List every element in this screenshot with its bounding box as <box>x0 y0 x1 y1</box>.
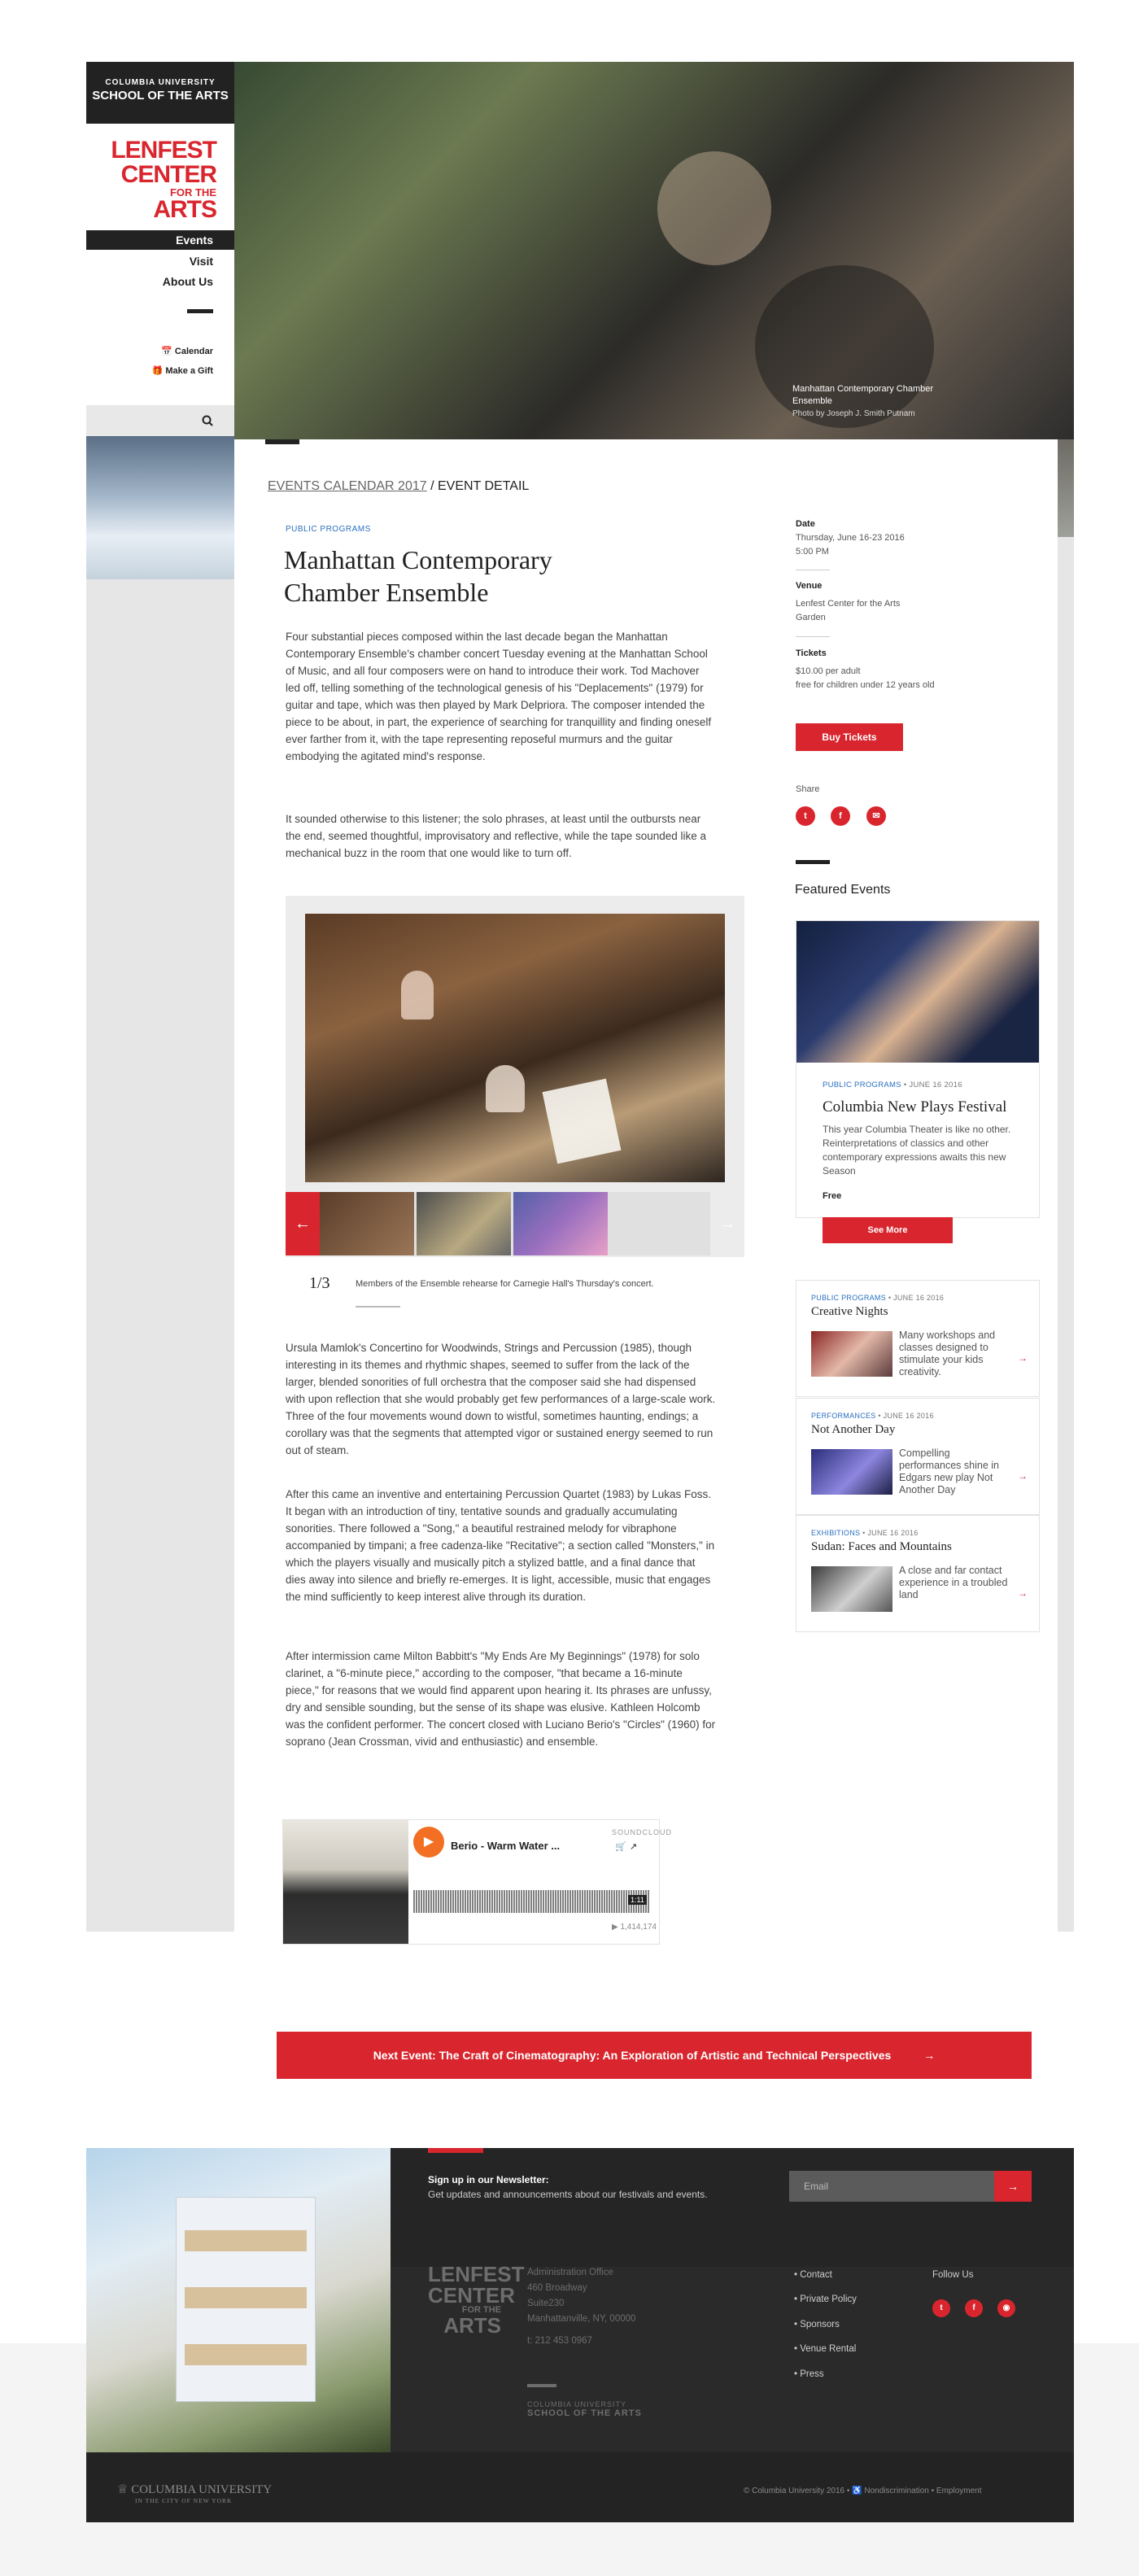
category-text[interactable]: PUBLIC PROGRAMS <box>823 1081 901 1089</box>
site-footer <box>86 2148 1074 2522</box>
calendar-link[interactable] <box>161 346 213 356</box>
calendar-icon: 📅 <box>161 347 175 356</box>
venue-line2: Garden <box>796 613 826 622</box>
arrow-right-icon[interactable]: → <box>1018 1352 1028 1364</box>
play-count: ▶ 1,414,174 <box>612 1923 657 1932</box>
list-item-date: • JUNE 16 2016 <box>860 1529 919 1537</box>
email-input[interactable] <box>789 2171 994 2202</box>
play-icon: ▶ <box>423 1835 434 1849</box>
logo-line4: ARTS <box>153 196 216 223</box>
featured-accent-bar <box>796 860 830 864</box>
twitter-icon[interactable]: t <box>796 806 815 826</box>
article-paragraph: After intermission came Milton Babbitt's "My Ends Are My Beginnings" (1978) for solo clarinet, a "6-minute piece," according to the composer, "that became a 16-minute piece," for reasons that we would find apparent upon hearing it. Its phrases are unfussy, dry and sensible sounding, but the sense of its shape was elusive. Kathleen Holcomb was the confident performer. The concert closed with Luciano Berio's "Circles" (1960) for soprano (Jean Crossman, vivid and enthusiastic) and ensemble. <box>286 1650 716 1748</box>
venue-label: Venue <box>796 581 823 591</box>
newsletter-subtitle: Get updates and announcements about our festivals and events. <box>428 2189 708 2200</box>
breadcrumb-link[interactable]: EVENTS CALENDAR 2017 <box>268 479 427 493</box>
footer-link-label: Press <box>800 2369 824 2379</box>
tickets-label: Tickets <box>796 648 827 658</box>
lenfest-logo[interactable] <box>111 138 216 222</box>
track-duration: 1:11 <box>628 1895 647 1905</box>
photo-detail <box>543 1079 622 1164</box>
featured-list-item[interactable] <box>796 1280 1040 1397</box>
calendar-label: Calendar <box>174 347 213 356</box>
school-line2: SCHOOL OF THE ARTS <box>92 89 229 103</box>
facebook-icon[interactable]: f <box>965 2299 983 2317</box>
hero-caption <box>792 383 939 420</box>
details-divider <box>796 636 830 637</box>
hero-image-detail <box>657 151 771 265</box>
caption-divider <box>356 1306 400 1308</box>
nav-item-events[interactable] <box>86 230 234 250</box>
soundcloud-player <box>282 1819 673 1945</box>
waveform-mask <box>413 1872 649 1890</box>
arrow-right-icon[interactable]: → <box>1018 1587 1028 1599</box>
footer-link-press[interactable]: • Press <box>794 2369 824 2379</box>
gallery-thumbnail[interactable] <box>513 1192 608 1255</box>
photo-gallery <box>286 896 744 1257</box>
category-text[interactable]: PERFORMANCES <box>811 1412 876 1420</box>
category-text[interactable]: PUBLIC PROGRAMS <box>811 1294 887 1302</box>
address-line: 460 Broadway <box>527 2283 587 2293</box>
email-placeholder: Email <box>804 2181 829 2192</box>
article-paragraph: After this came an inventive and entertaining Percussion Quartet (1983) by Lukas Foss. It began with an introduction of tiny, tentative sounds and gradually accumulating sonorities. There followed a "Song," a beautiful restrained melody for vibraphone accompanied by timpani; a free cadenza-like "Recitative"; a section called "Monsters," in which the players visually and musically pitch a stylized battle, and a final dance that dies away into silence and briefly re-emerges. It is light, accessible, music that engages the mind sufficiently to keep interest alive through its duration. <box>286 1488 715 1603</box>
side-navigation <box>86 62 234 1932</box>
footer-link-contact[interactable]: • Contact <box>794 2270 832 2280</box>
featured-list-item[interactable] <box>796 1398 1040 1515</box>
breadcrumb-separator: / <box>426 479 438 493</box>
building-image <box>86 2148 391 2452</box>
logo-line4: ARTS <box>443 2313 501 2338</box>
arrow-right-icon[interactable]: → <box>1018 1470 1028 1482</box>
card-accent-bar <box>265 439 299 444</box>
footer-address <box>527 2265 635 2349</box>
right-gutter <box>1058 439 1074 1932</box>
crown-icon: ♕ <box>117 2483 129 2496</box>
venue-line1: Lenfest Center for the Arts <box>796 599 901 609</box>
share-label: Share <box>796 784 820 794</box>
featured-event-image <box>796 921 1039 1063</box>
venue-value <box>796 597 900 625</box>
footer-link-label: Sponsors <box>800 2320 840 2329</box>
newsletter-bar <box>391 2148 1074 2267</box>
address-line: Manhattanville, NY, 00000 <box>527 2314 636 2324</box>
footer-accent-tab <box>428 2148 483 2153</box>
featured-event-card[interactable] <box>796 920 1040 1235</box>
gallery-counter: 1/3 <box>309 1274 330 1292</box>
footer-school-logo[interactable] <box>527 2400 642 2418</box>
next-event-button[interactable] <box>277 2032 1032 2079</box>
gallery-photo <box>305 914 725 1182</box>
footer-bottom-bar <box>86 2452 1074 2522</box>
next-event-label: Next Event: The Craft of Cinematography: An Exploration of Artistic and Technical Perspectives <box>373 2049 892 2062</box>
arrow-left-icon: ← <box>295 1215 311 1233</box>
list-item-category <box>811 1412 934 1420</box>
logo-line1: LENFEST <box>111 137 216 164</box>
building-facade <box>176 2197 316 2402</box>
hero-image-extension <box>86 436 234 579</box>
tickets-value <box>796 665 935 692</box>
school-line2: SCHOOL OF THE ARTS <box>527 2408 642 2418</box>
photo-detail <box>401 971 434 1019</box>
cart-icon[interactable]: 🛒 <box>615 1842 626 1852</box>
logo-line1: LENFEST <box>428 2262 525 2286</box>
featured-heading: Featured Events <box>795 883 891 897</box>
breadcrumb <box>268 479 529 494</box>
tickets-line1: $10.00 per adult <box>796 666 861 676</box>
breadcrumb-current: EVENT DETAIL <box>437 479 530 493</box>
list-item-description: Many workshops and classes designed to stimulate your kids creativity. <box>899 1329 996 1378</box>
featured-event-description: This year Columbia Theater is like no other. Reinterpretations of classics and other contemporary expressions awaits this new Season <box>823 1124 1011 1177</box>
hero-image-edge <box>1058 439 1074 537</box>
gallery-thumbnail[interactable] <box>320 1192 414 1255</box>
facebook-icon[interactable]: f <box>831 806 850 826</box>
list-item-date: • JUNE 16 2016 <box>886 1294 945 1302</box>
columbia-university-logo[interactable] <box>117 2482 272 2504</box>
event-category[interactable]: PUBLIC PROGRAMS <box>286 525 371 534</box>
list-item-category <box>811 1294 944 1302</box>
nav-divider <box>187 309 213 313</box>
date-label: Date <box>796 519 815 529</box>
gallery-next-button[interactable] <box>710 1192 744 1255</box>
gift-icon: 🎁 <box>151 366 166 376</box>
list-item-description: A close and far contact experience in a troubled land <box>899 1565 1008 1600</box>
arrow-right-icon: → <box>923 2049 936 2062</box>
footer-divider <box>527 2384 556 2387</box>
university-subtitle: IN THE CITY OF NEW YORK <box>135 2497 233 2504</box>
list-item-title[interactable]: Not Another Day <box>811 1423 896 1436</box>
footer-link-sponsors[interactable]: • Sponsors <box>794 2320 840 2329</box>
email-icon[interactable]: ✉ <box>866 806 886 826</box>
logo-line3: FOR THE <box>169 186 216 199</box>
footer-link-label: Private Policy <box>800 2294 857 2304</box>
logo-line2: CENTER <box>120 161 216 188</box>
logo-line2: CENTER <box>428 2283 515 2307</box>
list-item-image <box>811 1449 892 1495</box>
university-name: COLUMBIA UNIVERSITY <box>131 2483 273 2496</box>
photo-detail <box>486 1065 525 1112</box>
facade-band <box>185 2287 307 2308</box>
hero-caption-line2: Ensemble <box>792 396 832 406</box>
instagram-icon[interactable]: ◉ <box>997 2299 1015 2317</box>
list-item-category <box>811 1529 919 1537</box>
list-item-image <box>811 1566 892 1612</box>
list-item-title[interactable]: Creative Nights <box>811 1305 888 1318</box>
featured-event-title[interactable]: Columbia New Plays Festival <box>823 1098 1007 1116</box>
list-item-title[interactable]: Sudan: Faces and Mountains <box>811 1540 952 1553</box>
footer-phone[interactable]: t: 212 453 0967 <box>527 2336 592 2346</box>
list-item-image <box>811 1331 892 1377</box>
date-line1: Thursday, June 16-23 2016 <box>796 533 905 543</box>
featured-event-category <box>823 1081 962 1089</box>
newsletter-submit-button[interactable] <box>994 2171 1032 2202</box>
footer-link-label: Venue Rental <box>800 2344 857 2354</box>
list-item-description: Compelling performances shine in Edgars new play Not Another Day <box>899 1447 999 1495</box>
nav-item-label: Events <box>176 234 213 247</box>
hero-caption-line1: Manhattan Contemporary Chamber <box>792 384 934 394</box>
gallery-caption: Members of the Ensemble rehearse for Carnegie Hall's Thursday's concert. <box>356 1279 654 1289</box>
event-title: Manhattan Contemporary Chamber Ensemble <box>284 545 552 607</box>
hero-image <box>234 62 1074 439</box>
gift-label: Make a Gift <box>165 366 213 376</box>
play-button[interactable] <box>413 1827 444 1858</box>
footer-link-label: Contact <box>800 2270 832 2280</box>
track-title[interactable]: Berio - Warm Water ... <box>451 1840 561 1852</box>
track-artwork <box>283 1820 408 1944</box>
article-paragraph: Ursula Mamlok's Concertino for Woodwinds, Strings and Percussion (1985), though interesting in its themes and rhythmic shapes, seemed to suffer from the lack of the larger, blended sonorities of full orchestra that the composer said she had dispensed with upon reflection that she would probably get few performances of a large-scale work. Three of the four movements wound down to wistful, sometimes haunting, endings; a corollary was that the segments that attempted vigor or sustained energy seemed to run out of steam. <box>286 1342 716 1456</box>
newsletter-title: Sign up in our Newsletter: <box>428 2174 549 2185</box>
school-line1: COLUMBIA UNIVERSITY <box>105 78 216 87</box>
make-a-gift-link[interactable] <box>152 365 213 376</box>
featured-list-item[interactable] <box>796 1515 1040 1632</box>
share-icon[interactable]: ↗ <box>630 1842 638 1852</box>
gallery-prev-button[interactable] <box>286 1192 320 1255</box>
article-paragraph: Four substantial pieces composed within the last decade began the Manhattan Contemporary Ensemble's chamber concert Tuesday evening at the Manhattan School of Music, and all four composers were on hand to introduce their work. Tod Machover led off, telling something of the technological genesis of his "Deplacements" (1979) for guitar and tape, which was then played by Mark Delpriora. The composer intended the piece to be about, in part, the experience of searching for tranquillity and finding oneself ever farther from it, with the tape representing reposeful murmurs and the guitar embodying the agitated mind's response. <box>286 631 712 762</box>
buy-tickets-button[interactable]: Buy Tickets <box>796 723 903 751</box>
twitter-icon[interactable]: t <box>932 2299 950 2317</box>
featured-event-price: Free <box>823 1191 842 1201</box>
arrow-right-icon: → <box>719 1215 735 1233</box>
address-line: Suite230 <box>527 2299 565 2308</box>
footer-link-venue-rental[interactable]: • Venue Rental <box>794 2344 857 2354</box>
soundcloud-brand[interactable]: SOUNDCLOUD <box>612 1828 673 1836</box>
nav-search[interactable] <box>86 405 234 436</box>
article-paragraph: It sounded otherwise to this listener; the solo phrases, at least until the outbursts near the end, seemed thoughtful, improvisatory and reflective, while the tape sounded like a mechanical buzz in the room that one would like to turn off. <box>286 813 707 859</box>
see-more-button[interactable]: See More <box>823 1217 953 1243</box>
school-header[interactable] <box>86 62 234 124</box>
address-line: Administration Office <box>527 2268 613 2277</box>
tickets-line2: free for children under 12 years old <box>796 680 935 690</box>
footer-logo[interactable] <box>428 2262 525 2338</box>
logo-line3: FOR THE <box>461 2305 501 2315</box>
gallery-thumbnail[interactable] <box>417 1192 511 1255</box>
hero-credit: Photo by Joseph J. Smith Putnam <box>792 409 915 418</box>
list-item-date: • JUNE 16 2016 <box>875 1412 934 1420</box>
copyright-links[interactable]: © Columbia University 2016 • ♿ Nondiscrimination • Employment <box>744 2486 982 2495</box>
date-value <box>796 531 905 559</box>
facade-band <box>185 2344 307 2365</box>
date-line2: 5:00 PM <box>796 547 829 557</box>
footer-link-privacy[interactable]: • Private Policy <box>794 2294 857 2304</box>
nav-item-visit[interactable]: Visit <box>189 255 213 268</box>
nav-item-about[interactable]: About Us <box>162 275 213 288</box>
search-icon[interactable] <box>202 415 213 426</box>
category-text[interactable]: EXHIBITIONS <box>811 1529 861 1537</box>
featured-event-date: • JUNE 16 2016 <box>901 1081 962 1089</box>
school-line1: COLUMBIA UNIVERSITY <box>527 2400 627 2408</box>
facade-band <box>185 2230 307 2251</box>
arrow-right-icon: → <box>1007 2180 1019 2193</box>
follow-us-label: Follow Us <box>932 2270 974 2280</box>
